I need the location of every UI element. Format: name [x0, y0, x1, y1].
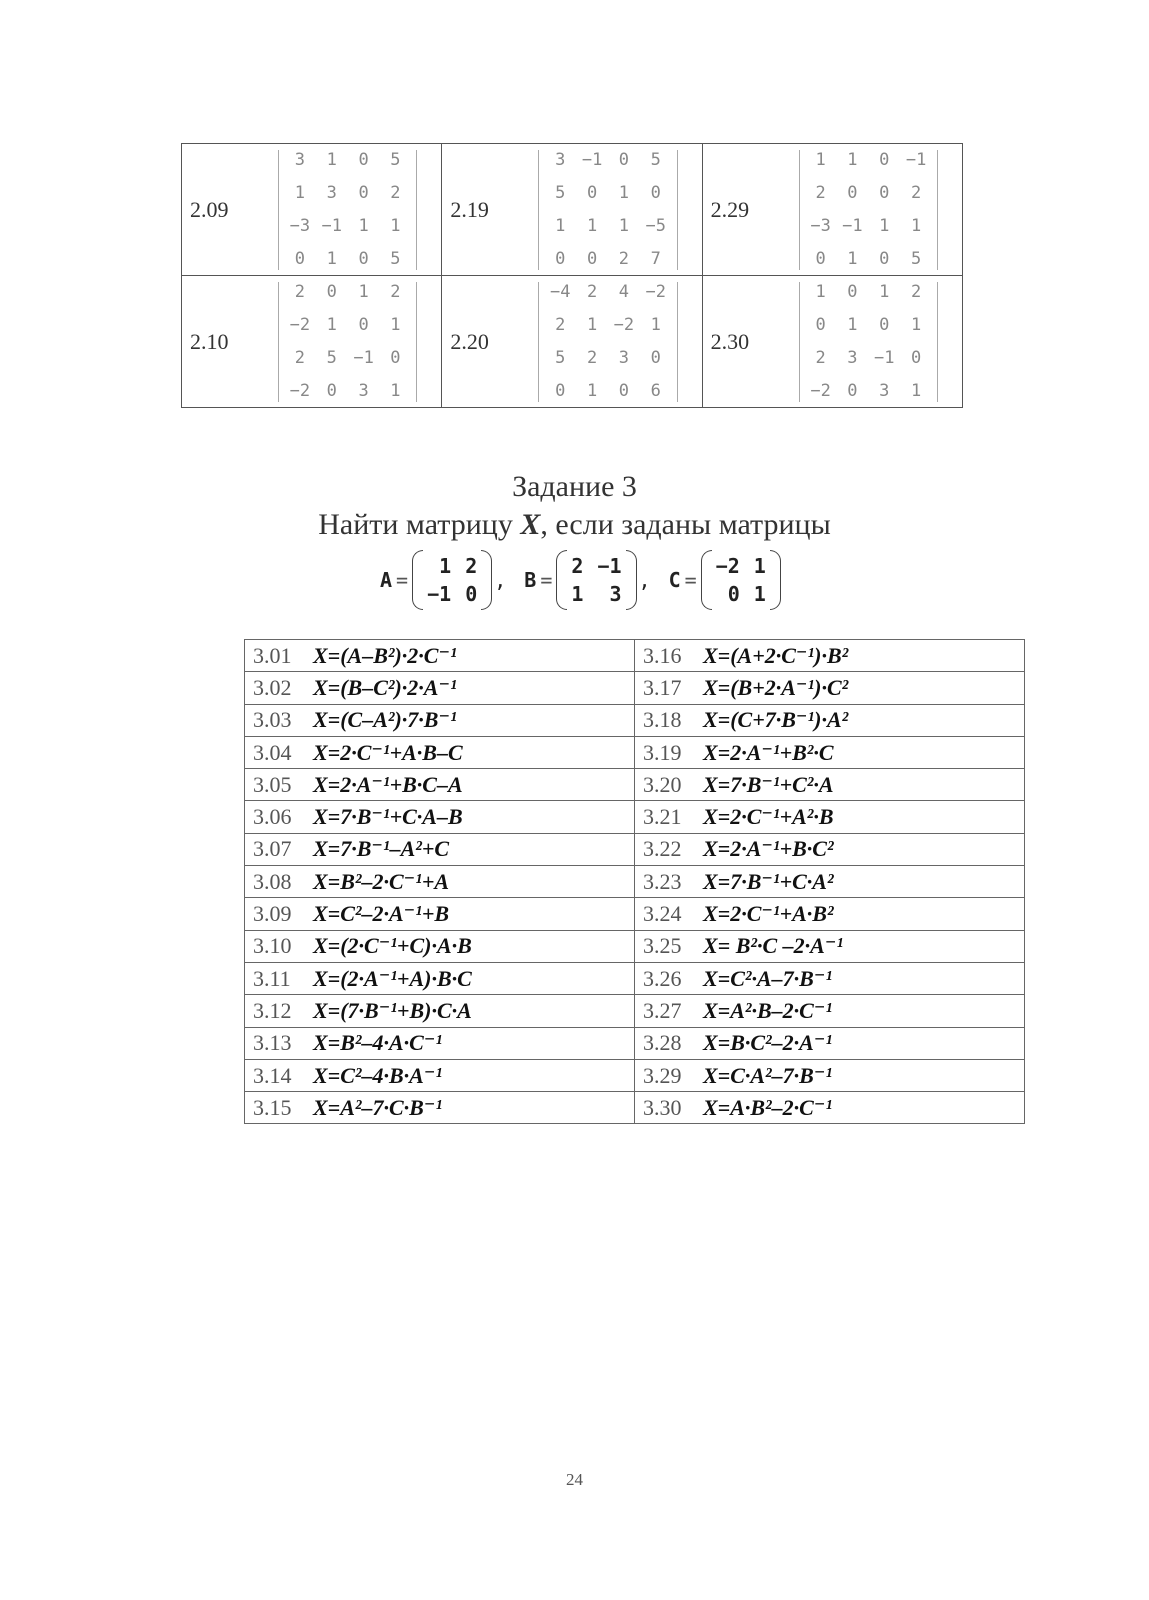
formula: X=(A+2·C⁻¹)·B²	[703, 642, 849, 668]
formula-row	[245, 672, 1025, 704]
formula: X=B²–2·C⁻¹+A	[313, 868, 450, 894]
matrix-entry: 1	[571, 582, 584, 606]
exercise-number: 3.05	[253, 771, 292, 797]
matrix-entry: 1	[847, 150, 858, 170]
exercise-number: 3.16	[643, 642, 682, 668]
formula: X=B·C²–2·A⁻¹	[703, 1030, 833, 1056]
matrix-cell	[442, 276, 702, 408]
matrix-entry: 1	[326, 150, 337, 170]
matrix-entry: 4	[618, 282, 630, 302]
formula: X=(C+7·B⁻¹)·A²	[703, 707, 849, 733]
matrix-entry: 2	[390, 282, 401, 302]
right-paren	[481, 550, 492, 610]
formula-cell	[635, 962, 1025, 994]
matrix-entry: 0	[586, 249, 598, 269]
matrix-entry: 2	[910, 183, 922, 203]
matrix-2x2	[712, 554, 770, 606]
matrix-entry: 2	[586, 282, 598, 302]
exercise-number: 3.13	[253, 1030, 292, 1056]
formula-cell	[635, 1092, 1025, 1124]
matrix-cell	[442, 144, 702, 276]
matrix-entry: 5	[555, 348, 566, 368]
formula-cell	[245, 801, 635, 833]
formula-row	[245, 801, 1025, 833]
matrix-entry: 3	[358, 381, 369, 401]
matrix-entry: 0	[358, 183, 369, 203]
matrix-entry: 1	[326, 315, 337, 335]
matrix-entry: 3	[326, 183, 337, 203]
matrix-entry: 0	[358, 315, 369, 335]
formula-cell	[635, 866, 1025, 898]
matrix-table-row	[182, 276, 963, 408]
matrix-4x4	[538, 144, 677, 276]
matrix-entry: 1	[390, 381, 401, 401]
formula-row	[245, 769, 1025, 801]
formula-cell	[635, 801, 1025, 833]
matrix-entry: 1	[847, 249, 858, 269]
matrix-table-row	[182, 144, 963, 276]
matrix-cell	[702, 144, 962, 276]
exercise-number: 3.02	[253, 674, 292, 700]
formula: X=A·B²–2·C⁻¹	[703, 1094, 833, 1120]
matrix-entry: 0	[727, 582, 740, 606]
matrix-entry: −1	[842, 216, 863, 236]
given-matrix-c	[669, 550, 781, 610]
matrix-entry: 0	[650, 348, 661, 368]
formula-row	[245, 866, 1025, 898]
formula: X= B²·C –2·A⁻¹	[703, 933, 844, 959]
matrix-cell-inner	[442, 276, 701, 407]
formula-cell	[245, 704, 635, 736]
matrix-entry: 7	[650, 249, 661, 269]
formula-row	[245, 640, 1025, 672]
exercise-number: 3.14	[253, 1062, 292, 1088]
matrix-2x2	[423, 554, 481, 606]
matrix-entry: 2	[465, 554, 478, 578]
matrix-entry: 0	[879, 150, 890, 170]
formula: X=7·B⁻¹–A²+C	[313, 836, 450, 862]
matrix-entry: 1	[294, 183, 306, 203]
matrix-entry: 1	[618, 216, 630, 236]
matrix-entry: −2	[289, 315, 311, 335]
exercise-number: 3.08	[253, 868, 292, 894]
matrix-entry: 0	[294, 249, 306, 269]
formula-cell	[245, 962, 635, 994]
matrix-4x4	[278, 276, 417, 408]
matrix-entry: −1	[427, 582, 452, 606]
exercise-number: 3.12	[253, 997, 292, 1023]
matrix-cell-inner	[703, 276, 962, 407]
formula-row	[245, 1059, 1025, 1091]
formula: X=(2·A⁻¹+A)·B·C	[313, 965, 472, 991]
matrix-entry: 0	[465, 582, 478, 606]
equals-sign: =	[540, 568, 553, 592]
exercise-number: 3.17	[643, 674, 682, 700]
matrix-cell	[182, 144, 442, 276]
matrix-entry: −2	[715, 554, 740, 578]
formula-cell	[245, 1027, 635, 1059]
matrix-entry: −1	[353, 348, 374, 368]
matrix-entry: 2	[815, 348, 826, 368]
formula: X=7·B⁻¹+C·A–B	[313, 804, 463, 830]
exercise-label: 2.30	[710, 328, 750, 354]
exercise-number: 3.03	[253, 707, 292, 733]
formula-row	[245, 1027, 1025, 1059]
matrix-entry: 0	[390, 348, 401, 368]
formula-cell	[245, 995, 635, 1027]
matrix-entry: 0	[358, 249, 369, 269]
exercise-number: 3.30	[643, 1094, 682, 1120]
formula-cell	[635, 704, 1025, 736]
formula: X=(2·C⁻¹+C)·A·B	[313, 933, 472, 959]
exercise-label: 2.10	[190, 328, 229, 354]
formula: X=2·A⁻¹+B²·C	[703, 739, 834, 765]
matrix-4x4	[799, 144, 938, 276]
given-matrices	[380, 548, 799, 612]
matrix-entry: −1	[874, 348, 895, 368]
matrix-entry: 0	[815, 249, 826, 269]
formula: X=(B–C²)·2·A⁻¹	[313, 674, 457, 700]
formula-cell	[635, 769, 1025, 801]
exercise-number: 3.24	[643, 901, 682, 927]
task-variable: X	[520, 508, 541, 541]
matrix-entry: 1	[753, 554, 766, 578]
matrix-entry: 0	[618, 381, 630, 401]
matrix-cell-inner	[703, 144, 962, 275]
exercise-number: 3.22	[643, 836, 682, 862]
formula-cell	[245, 898, 635, 930]
formula: X=7·B⁻¹+C·A²	[703, 868, 834, 894]
matrix-table	[181, 143, 963, 408]
right-paren	[770, 550, 781, 610]
task-text-before: Найти матрицу	[318, 508, 521, 541]
matrix-entry: 2	[390, 183, 401, 203]
exercise-label: 2.09	[190, 196, 229, 222]
separator: ,	[638, 568, 651, 592]
matrix-entry: 3	[618, 348, 630, 368]
formula-row	[245, 833, 1025, 865]
formula-cell	[245, 833, 635, 865]
matrix-4x4	[799, 276, 938, 408]
matrix-entry: 2	[555, 315, 566, 335]
exercise-number: 3.23	[643, 868, 682, 894]
matrix-entry: 0	[326, 381, 337, 401]
matrix-entry: 0	[326, 282, 337, 302]
formula-row	[245, 930, 1025, 962]
task-title: Задание 3	[512, 470, 637, 503]
exercise-number: 3.15	[253, 1094, 292, 1120]
right-paren	[626, 550, 637, 610]
formula-row	[245, 898, 1025, 930]
formula-cell	[245, 640, 635, 672]
matrix-name: A	[380, 568, 393, 592]
matrix-entry: 0	[358, 150, 369, 170]
formula: X=(7·B⁻¹+B)·C·A	[313, 997, 472, 1023]
formula-row	[245, 736, 1025, 768]
formula-cell	[635, 1027, 1025, 1059]
matrix-entry: 1	[555, 216, 566, 236]
matrix-entry: 1	[358, 282, 369, 302]
formula-cell	[635, 640, 1025, 672]
matrix-entry: 5	[326, 348, 337, 368]
matrix-entry: 1	[439, 554, 452, 578]
exercise-number: 3.19	[643, 739, 682, 765]
formula-cell	[635, 930, 1025, 962]
formula: X=C²·A–7·B⁻¹	[703, 965, 833, 991]
matrix-4x4	[278, 144, 417, 276]
matrix-entry: 1	[618, 183, 630, 203]
matrix-entry: 5	[650, 150, 661, 170]
matrix-entry: −1	[905, 150, 927, 170]
matrix-entry: 1	[390, 216, 401, 236]
matrix-4x4	[538, 276, 677, 408]
formula: X=2·A⁻¹+B·C–A	[313, 771, 463, 797]
matrix-entry: 0	[847, 282, 858, 302]
formula: X=C²–2·A⁻¹+B	[313, 901, 450, 927]
matrix-entry: 0	[815, 315, 826, 335]
formula: X=2·C⁻¹+A·B²	[703, 901, 834, 927]
formula: X=(C–A²)·7·B⁻¹	[313, 707, 457, 733]
matrix-entry: 0	[555, 381, 566, 401]
task-statement	[0, 508, 1149, 542]
matrix-entry: 5	[555, 183, 566, 203]
matrix-entry: −2	[810, 381, 831, 401]
exercise-number: 3.27	[643, 997, 682, 1023]
exercise-number: 3.26	[643, 965, 682, 991]
matrix-entry: 3	[879, 381, 890, 401]
given-matrix-a	[380, 550, 506, 610]
formula-row	[245, 1092, 1025, 1124]
formula-cell	[635, 833, 1025, 865]
formula-cell	[245, 866, 635, 898]
formula-cell	[245, 930, 635, 962]
matrix-entry: 2	[586, 348, 598, 368]
matrix-entry: 2	[294, 282, 306, 302]
matrix-cell	[702, 276, 962, 408]
matrix-entry: 0	[847, 183, 858, 203]
exercise-label: 2.19	[450, 196, 489, 222]
matrix-entry: 0	[555, 249, 566, 269]
exercise-number: 3.04	[253, 739, 292, 765]
equals-sign: =	[396, 568, 409, 592]
matrix-entry: −2	[613, 315, 635, 335]
matrix-entry: 2	[815, 183, 826, 203]
matrix-entry: 0	[879, 183, 890, 203]
matrix-entry: −2	[289, 381, 311, 401]
matrix-entry: 3	[555, 150, 566, 170]
matrix-entry: −2	[645, 282, 666, 302]
exercise-number: 3.07	[253, 836, 292, 862]
matrix-entry: 0	[618, 150, 630, 170]
exercise-number: 3.20	[643, 771, 682, 797]
exercise-label: 2.29	[710, 196, 750, 222]
matrix-entry: 5	[390, 249, 401, 269]
formula-cell	[635, 736, 1025, 768]
matrix-entry: 3	[609, 582, 622, 606]
exercise-label: 2.20	[450, 328, 489, 354]
formula-cell	[245, 769, 635, 801]
matrix-entry: 1	[910, 381, 922, 401]
formula: X=A²–7·C·B⁻¹	[313, 1094, 443, 1120]
matrix-entry: 3	[294, 150, 306, 170]
matrix-entry: 2	[571, 554, 584, 578]
formula-cell	[635, 898, 1025, 930]
matrix-cell	[182, 276, 442, 408]
exercise-number: 3.10	[253, 933, 292, 959]
matrix-entry: 1	[910, 216, 922, 236]
exercise-number: 3.28	[643, 1030, 682, 1056]
exercise-number: 3.11	[253, 965, 291, 991]
matrix-entry: 5	[390, 150, 401, 170]
matrix-entry: 1	[910, 315, 922, 335]
formula: X=2·C⁻¹+A·B–C	[313, 739, 463, 765]
matrix-entry: −4	[550, 282, 571, 302]
formula-cell	[245, 1059, 635, 1091]
matrix-entry: 1	[879, 216, 890, 236]
matrix-entry: 1	[753, 582, 766, 606]
matrix-entry: 1	[815, 150, 826, 170]
formula: X=C·A²–7·B⁻¹	[703, 1062, 833, 1088]
matrix-entry: −3	[289, 216, 311, 236]
matrix-entry: 0	[910, 348, 922, 368]
task-text-after: , если заданы матрицы	[540, 508, 831, 541]
formula: X=2·A⁻¹+B·C²	[703, 836, 834, 862]
matrix-entry: 2	[910, 282, 922, 302]
formula: X=B²–4·A·C⁻¹	[313, 1030, 443, 1056]
exercise-number: 3.21	[643, 804, 682, 830]
formula-table	[244, 639, 1025, 1124]
formula-cell	[245, 672, 635, 704]
matrix-entry: −1	[321, 216, 342, 236]
matrix-cell-inner	[182, 144, 441, 275]
matrix-entry: 1	[358, 216, 369, 236]
matrix-entry: 1	[586, 315, 598, 335]
left-paren	[556, 550, 567, 610]
formula: X=(A–B²)·2·C⁻¹	[313, 642, 457, 668]
matrix-entry: 0	[879, 249, 890, 269]
separator: ,	[494, 568, 507, 592]
formula: X=A²·B–2·C⁻¹	[703, 997, 833, 1023]
matrix-entry: −3	[810, 216, 831, 236]
exercise-number: 3.29	[643, 1062, 682, 1088]
matrix-entry: −1	[597, 554, 622, 578]
matrix-entry: 0	[586, 183, 598, 203]
matrix-cell-inner	[442, 144, 701, 275]
formula: X=7·B⁻¹+C²·A	[703, 771, 834, 797]
matrix-entry: 2	[294, 348, 306, 368]
matrix-entry: 2	[618, 249, 630, 269]
matrix-cell-inner	[182, 276, 441, 407]
matrix-entry: 0	[847, 381, 858, 401]
formula-cell	[245, 1092, 635, 1124]
matrix-entry: 6	[650, 381, 661, 401]
matrix-entry: −5	[645, 216, 666, 236]
matrix-entry: 1	[879, 282, 890, 302]
formula-cell	[635, 1059, 1025, 1091]
left-paren	[701, 550, 712, 610]
matrix-name: C	[668, 568, 681, 592]
given-matrix-b	[524, 550, 650, 610]
matrix-entry: 0	[879, 315, 890, 335]
matrix-entry: 5	[910, 249, 922, 269]
matrix-entry: 1	[586, 381, 598, 401]
formula: X=C²–4·B·A⁻¹	[313, 1062, 443, 1088]
matrix-entry: 3	[847, 348, 858, 368]
equals-sign: =	[684, 568, 697, 592]
matrix-entry: 1	[390, 315, 401, 335]
formula-cell	[635, 672, 1025, 704]
exercise-number: 3.18	[643, 707, 682, 733]
formula-row	[245, 704, 1025, 736]
matrix-entry: 1	[326, 249, 337, 269]
matrix-entry: 0	[650, 183, 661, 203]
formula-row	[245, 995, 1025, 1027]
matrix-entry: 1	[650, 315, 661, 335]
formula-cell	[245, 736, 635, 768]
exercise-number: 3.09	[253, 901, 292, 927]
exercise-number: 3.25	[643, 933, 682, 959]
exercise-number: 3.06	[253, 804, 292, 830]
formula: X=2·C⁻¹+A²·B	[703, 804, 834, 830]
left-paren	[412, 550, 423, 610]
matrix-name: B	[524, 568, 537, 592]
formula: X=(B+2·A⁻¹)·C²	[703, 674, 849, 700]
matrix-2x2	[567, 554, 625, 606]
matrix-entry: 1	[847, 315, 858, 335]
exercise-number: 3.01	[253, 642, 292, 668]
page-number: 24	[566, 1470, 583, 1489]
formula-cell	[635, 995, 1025, 1027]
matrix-entry: 1	[586, 216, 598, 236]
matrix-entry: −1	[581, 150, 603, 170]
formula-row	[245, 962, 1025, 994]
matrix-entry: 1	[815, 282, 826, 302]
